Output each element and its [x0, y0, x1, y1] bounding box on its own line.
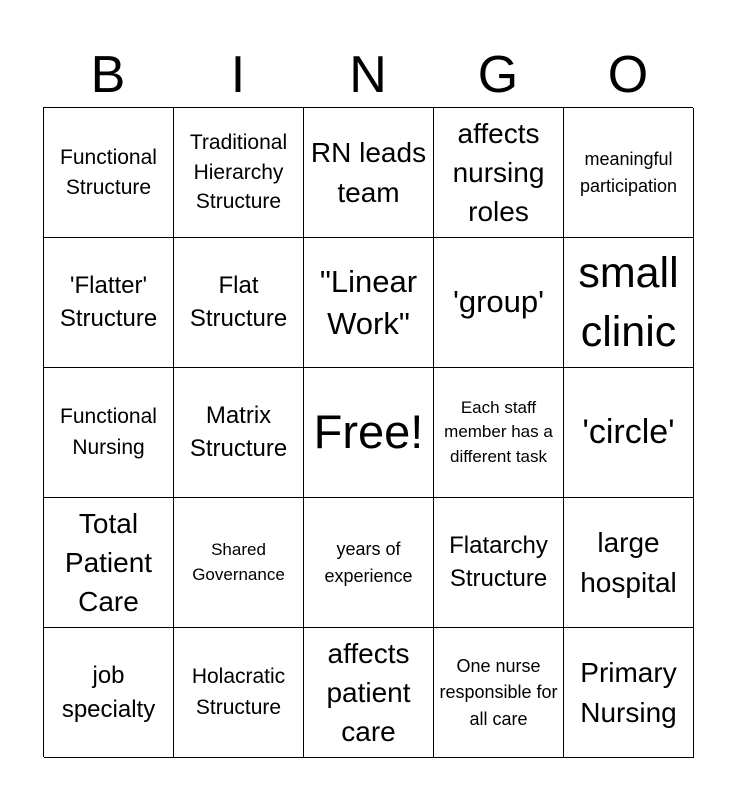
bingo-cell[interactable]	[434, 108, 564, 238]
bingo-cell-text: job specialty	[61, 661, 156, 723]
bingo-cell[interactable]	[44, 238, 174, 368]
bingo-cell-text: Flatarchy Structure	[449, 532, 548, 592]
bingo-cell-text: Holacratic Structure	[191, 665, 286, 719]
bingo-cell[interactable]	[44, 368, 174, 498]
bingo-cell-text: Matrix Structure	[189, 402, 288, 462]
bingo-cell-text: Total Patient Care	[64, 507, 153, 618]
bingo-cell[interactable]	[174, 108, 304, 238]
bingo-cell-text: meaningful participation	[579, 149, 678, 196]
bingo-cell[interactable]	[174, 498, 304, 628]
bingo-cell-text: Each staff member has a different task	[444, 397, 553, 466]
bingo-cell-text: "Linear Work"	[319, 263, 418, 341]
bingo-cell[interactable]	[434, 238, 564, 368]
bingo-cell[interactable]	[174, 368, 304, 498]
bingo-cell-text: affects nursing roles	[452, 117, 545, 228]
bingo-cell-text: large hospital	[580, 527, 677, 598]
bingo-cell[interactable]	[304, 108, 434, 238]
bingo-cell[interactable]	[564, 238, 694, 368]
bingo-cell[interactable]	[434, 498, 564, 628]
bingo-cell-text: Flat Structure	[189, 272, 288, 332]
bingo-cell[interactable]	[564, 368, 694, 498]
bingo-cell-text: One nurse responsible for all care	[439, 656, 558, 729]
bingo-cell[interactable]	[44, 108, 174, 238]
bingo-cell[interactable]	[564, 498, 694, 628]
bingo-cell[interactable]	[564, 108, 694, 238]
header-letter-n: N	[349, 46, 387, 104]
bingo-cell-text: affects patient care	[326, 637, 411, 748]
bingo-cell-text: Functional Nursing	[60, 405, 157, 459]
bingo-board	[43, 107, 693, 757]
bingo-cell-text: Shared Governance	[192, 539, 285, 584]
header-letter-i: I	[230, 46, 246, 104]
bingo-cell-text: Primary Nursing	[580, 657, 677, 728]
bingo-cell-text: 'group'	[452, 284, 545, 320]
bingo-cell[interactable]	[174, 238, 304, 368]
bingo-cell[interactable]	[304, 628, 434, 758]
bingo-cell-text: years of experience	[324, 538, 413, 586]
bingo-cell-text: Functional Structure	[60, 146, 157, 199]
bingo-cell[interactable]	[304, 238, 434, 368]
bingo-cell-text: 'Flatter' Structure	[59, 272, 158, 332]
bingo-cell-text: Traditional Hierarchy Structure	[189, 131, 288, 214]
bingo-cell-text: small clinic	[578, 249, 679, 356]
bingo-cell[interactable]	[44, 498, 174, 628]
bingo-cell[interactable]	[434, 368, 564, 498]
bingo-cell[interactable]	[434, 628, 564, 758]
bingo-cell[interactable]	[44, 628, 174, 758]
bingo-cell-text: 'circle'	[582, 413, 675, 452]
header-letter-b: B	[90, 46, 126, 104]
header-letter-g: G	[477, 46, 519, 104]
bingo-cell[interactable]	[174, 628, 304, 758]
bingo-cell[interactable]	[304, 498, 434, 628]
bingo-cell[interactable]	[304, 368, 434, 498]
bingo-cell-text: RN leads team	[310, 137, 427, 208]
bingo-cell[interactable]	[564, 628, 694, 758]
bingo-header	[43, 44, 693, 106]
bingo-cell-text: Free!	[313, 405, 424, 459]
header-letter-o: O	[607, 46, 649, 104]
